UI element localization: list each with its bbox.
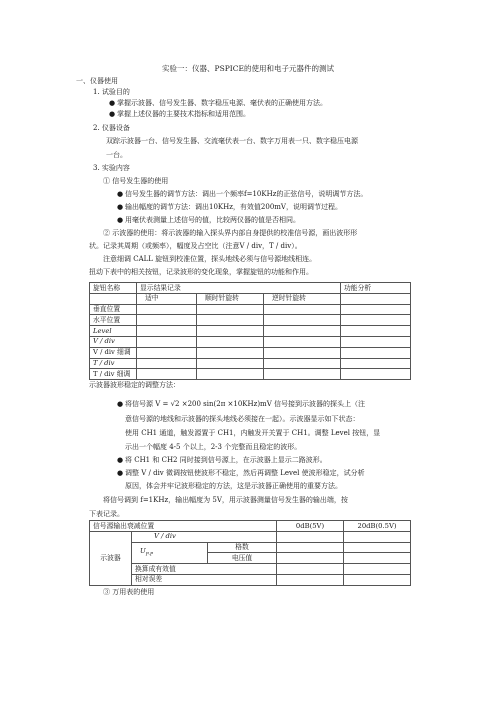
table-row-label: T / div 细调 <box>90 369 137 380</box>
bullet-item: ● 将 CH1 和 CH2 同时接到信号源上，在示波器上显示二路波形。 <box>117 456 327 464</box>
paragraph-line: 状。记录其周期（或频率），幅度及占空比（注意V / div，T / div）。 <box>89 242 302 250</box>
table-subheader: 顺时针旋转 <box>197 293 264 304</box>
table-row-label: V / div <box>132 531 277 542</box>
bullet-item: ● 信号发生器的调节方法：调出一个频率f=10KHz的正弦信号，说明调节方法。 <box>117 190 368 198</box>
table-header: 信号源输出衰减位置 <box>90 521 277 532</box>
paragraph-line: 意信号源的地线和示波器的探头地线必须接在一起）。示波器显示如下状态： <box>125 415 360 423</box>
paragraph-line: 双踪示波器一台、信号发生器、交流毫伏表一台、数字万用表一只、数字稳压电源 <box>106 137 358 145</box>
table-row-label: 格数 <box>208 542 277 553</box>
paragraph-line: 将信号调到 f=1KHz，输出幅度为 5V，用示波器测量信号发生器的输出端，按 <box>103 496 348 504</box>
table-header: 20dB(0.5V) <box>344 521 411 532</box>
table-row-label: V / div <box>90 336 137 347</box>
knob-table <box>89 282 411 380</box>
paragraph-line: 下表记录。 <box>89 510 124 518</box>
table-header: 0dB(5V) <box>277 521 344 532</box>
measurement-table <box>89 520 411 586</box>
heading-equipment: 2. 仪器设备 <box>93 124 130 132</box>
page-title: 实验一：仪器、PSPICE的使用和电子元器件的测试 <box>162 64 334 73</box>
table-row-label: 相对误差 <box>132 574 277 585</box>
bullet-item: ● 用毫伏表测量上述信号的值，比较两仪器的值是否相同。 <box>117 216 300 224</box>
paragraph-line: 使用 CH1 通道，触发源置于 CH1，内触发开关置于 CH1。调整 Level 按钮，显 <box>125 429 381 437</box>
paragraph-line: 示波器波形稳定的调整方法： <box>89 381 180 389</box>
paragraph-line: 一台。 <box>106 151 127 159</box>
table-row-label: 垂直位置 <box>90 304 137 315</box>
paragraph-line: ② 示波器的使用：将示波器的输入探头界内部自身提供的校准信号源，画出波形形 <box>103 229 358 237</box>
subheading: ③ 万用表的使用 <box>103 588 155 596</box>
table-row-label: 水平位置 <box>90 315 137 326</box>
table-row-label: $U_{P-P}$ <box>132 542 208 564</box>
paragraph-line: 注意细调 CALL 旋钮到校准位置，探头地线必须与信号源地线相连。 <box>103 255 317 263</box>
heading-content: 3. 实验内容 <box>93 164 130 172</box>
table-row-label: 电压值 <box>208 553 277 564</box>
bullet-item: ● 掌握示波器、信号发生器、数字稳压电源、毫伏表的正确使用方法。 <box>109 99 327 107</box>
bullet-item: ● 输出幅度的调节方法：调出10KHz，有效值200mV，说明调节过程。 <box>117 203 342 211</box>
table-row-label: T / div <box>90 358 137 369</box>
table-row-label: 示波器 <box>90 531 132 585</box>
table-row-label: Level <box>90 326 137 337</box>
table-row-label: 换算成有效值 <box>132 564 277 575</box>
paragraph-line: 示出一个幅度 4-5 个以上，2-3 个完整而且稳定的波形。 <box>125 443 302 451</box>
table-cell <box>341 293 411 304</box>
paragraph-line: 原因，体会并牢记波形稳定的方法，这是示波器正确使用的重要方法。 <box>125 482 342 490</box>
table-header: 功能分析 <box>341 283 411 294</box>
heading-objectives: 1. 试验目的 <box>93 88 130 96</box>
table-cell <box>90 293 137 304</box>
table-header: 旋钮名称 <box>90 283 137 294</box>
table-header: 显示结果记录 <box>137 283 341 294</box>
table-row-label: V / div 细调 <box>90 347 137 358</box>
bullet-item: ● 调整 V / div 微调按钮使波形不稳定，然后再调整 Level 使波形稳定，试分析 <box>117 469 365 477</box>
table-subheader: 适中 <box>137 293 197 304</box>
bullet-item: ● 掌握上述仪器的主要技术指标和适用范围。 <box>109 110 250 118</box>
section-heading: 一、仪器使用 <box>76 77 118 85</box>
subheading: ① 信号发生器的使用 <box>103 177 169 185</box>
bullet-item: ● 将信号源 V = √2 ×200 sin(2π ×10KHz)mV 信号接到示波器的探头上（注 <box>117 400 365 408</box>
table-subheader: 逆时针旋转 <box>264 293 341 304</box>
paragraph-line: 扭动下表中的相关按钮，记录波形的变化现象，掌握旋钮的功能和作用。 <box>89 268 313 276</box>
